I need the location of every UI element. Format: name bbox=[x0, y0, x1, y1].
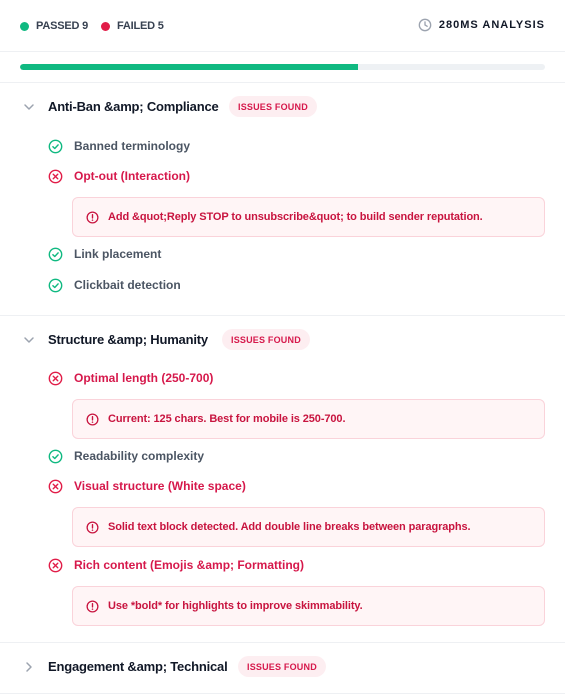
issue-message bbox=[72, 197, 545, 237]
section-engagement bbox=[0, 643, 565, 694]
check-item bbox=[48, 276, 181, 294]
check-circle-icon bbox=[48, 139, 63, 154]
x-circle-icon bbox=[48, 371, 63, 386]
check-item bbox=[48, 245, 161, 263]
issues-badge: ISSUES FOUND bbox=[222, 329, 310, 350]
check-label: Optimal length (250-700) bbox=[74, 371, 214, 385]
check-item bbox=[48, 137, 190, 155]
x-circle-icon bbox=[48, 169, 63, 184]
alert-circle-icon bbox=[86, 413, 99, 426]
check-item bbox=[48, 447, 204, 465]
section-header[interactable] bbox=[0, 95, 565, 119]
section-header[interactable] bbox=[0, 328, 565, 352]
check-label: Opt-out (Interaction) bbox=[74, 169, 190, 183]
progress-bar bbox=[20, 64, 545, 70]
issue-message bbox=[72, 586, 545, 626]
issue-message bbox=[72, 399, 545, 439]
chevron-right-icon[interactable] bbox=[22, 660, 36, 674]
check-label: Link placement bbox=[74, 247, 162, 261]
passed-label: PASSED 9 bbox=[36, 20, 88, 32]
issue-message bbox=[72, 507, 545, 547]
x-circle-icon bbox=[48, 558, 63, 573]
failed-dot-icon bbox=[101, 22, 110, 31]
failed-count bbox=[101, 19, 164, 33]
issues-badge: ISSUES FOUND bbox=[238, 656, 326, 677]
alert-circle-icon bbox=[86, 600, 99, 613]
failed-label: FAILED 5 bbox=[117, 20, 164, 32]
issue-text: Use *bold* for highlights to improve skimmability. bbox=[108, 600, 363, 612]
check-label: Visual structure (White space) bbox=[74, 479, 246, 493]
issues-badge: ISSUES FOUND bbox=[229, 96, 317, 117]
section-title: Anti-Ban &amp; Compliance bbox=[48, 99, 219, 114]
section-title: Engagement &amp; Technical bbox=[48, 659, 228, 674]
check-item bbox=[48, 369, 213, 387]
analysis-time bbox=[418, 17, 545, 33]
progress-area bbox=[0, 52, 565, 83]
passed-dot-icon bbox=[20, 22, 29, 31]
issue-text: Current: 125 chars. Best for mobile is 250-700. bbox=[108, 413, 346, 425]
check-item bbox=[48, 167, 190, 185]
progress-fill bbox=[20, 64, 358, 70]
summary-bar bbox=[0, 0, 565, 52]
check-circle-icon bbox=[48, 449, 63, 464]
x-circle-icon bbox=[48, 479, 63, 494]
check-circle-icon bbox=[48, 247, 63, 262]
alert-circle-icon bbox=[86, 521, 99, 534]
section-header[interactable] bbox=[0, 655, 565, 679]
section-structure bbox=[0, 316, 565, 643]
check-label: Readability complexity bbox=[74, 449, 205, 463]
check-item bbox=[48, 556, 304, 574]
analysis-label: 280MS ANALYSIS bbox=[438, 19, 545, 31]
section-title: Structure &amp; Humanity bbox=[48, 332, 208, 347]
passed-count bbox=[20, 19, 88, 33]
check-item bbox=[48, 477, 246, 495]
check-circle-icon bbox=[48, 278, 63, 293]
check-label: Rich content (Emojis &amp; Formatting) bbox=[74, 558, 305, 572]
check-label: Clickbait detection bbox=[74, 278, 181, 292]
issue-text: Solid text block detected. Add double line breaks between paragraphs. bbox=[108, 521, 471, 533]
chevron-down-icon[interactable] bbox=[22, 333, 36, 347]
check-label: Banned terminology bbox=[74, 139, 191, 153]
chevron-down-icon[interactable] bbox=[22, 100, 36, 114]
alert-circle-icon bbox=[86, 211, 99, 224]
issue-text: Add &quot;Reply STOP to unsubscribe&quot; to build sender reputation. bbox=[108, 211, 483, 223]
section-anti-ban bbox=[0, 83, 565, 316]
clock-icon bbox=[418, 18, 432, 32]
